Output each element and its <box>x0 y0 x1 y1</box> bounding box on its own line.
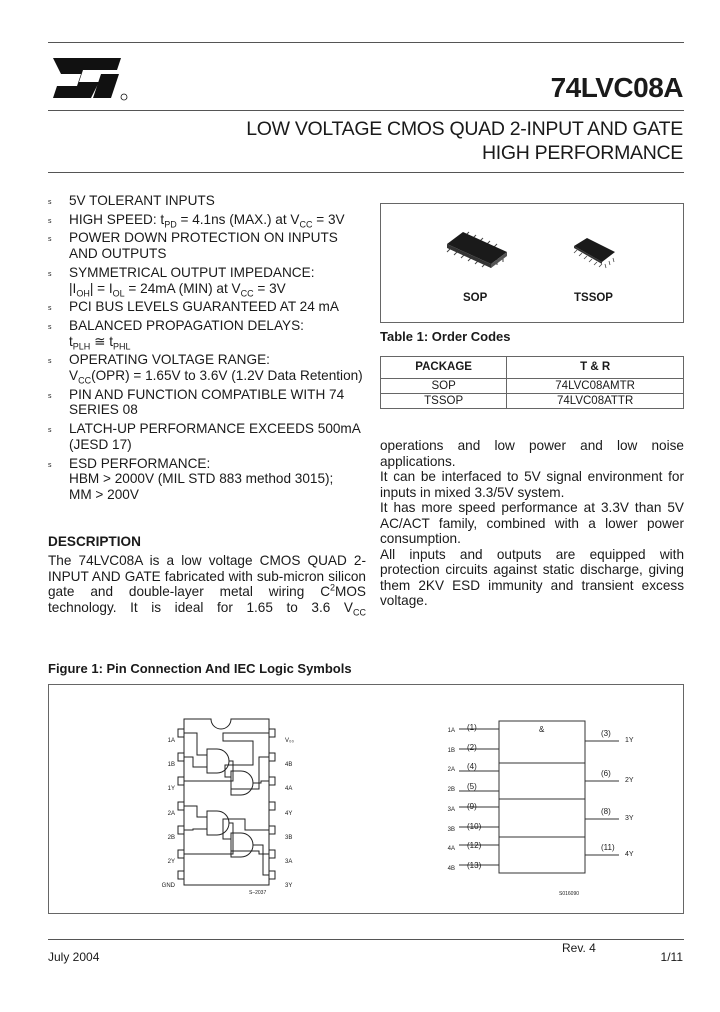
iec-pin-number: (9) <box>467 801 477 811</box>
feature-item: s OPERATING VOLTAGE RANGE: $V_{CC}(OPR) = 1.65V$ to 3.6V (1.2V Data Retention) <box>48 352 366 383</box>
pin-label: 3B <box>285 834 293 841</box>
iec-pin-number: (5) <box>467 782 477 792</box>
iec-output-label: 3Y <box>625 815 634 822</box>
header-rule-middle <box>48 110 684 111</box>
iec-input-label: 1A <box>447 728 455 734</box>
pin-label: 1A <box>167 738 175 744</box>
iec-input-numbers <box>467 718 491 876</box>
table-caption: Table 1: Order Codes <box>380 329 511 344</box>
description-paragraph: It can be interfaced to 5V signal environment for inputs in mixed 3.3/5V system. <box>380 469 684 500</box>
feature-item: s SYMMETRICAL OUTPUT IMPEDANCE: $|I_{OH}| = I_{OL} = 24mA$ (MIN) at $V_{CC} = 3V$ <box>48 265 366 296</box>
description-paragraph: The 74LVC08A is a low voltage CMOS QUAD 2-INPUT AND GATE fabricated with sub-micron silicon gate and double-layer metal wiring $C^2MOS$ technology. It is ideal for 1.65 to 3.6 $V_{CC}$ <box>48 553 366 618</box>
header-rule-bottom <box>48 172 684 173</box>
footer-revision: Rev. 4 <box>562 941 596 955</box>
package-images-box <box>380 203 684 323</box>
feature-item: s ESD PERFORMANCE: HBM > 2000V (MIL STD 883 method 3015); MM > 200V <box>48 456 366 503</box>
pin-label: 2Y <box>167 859 175 866</box>
right-pin-boxes <box>269 729 275 879</box>
title-line-1: LOW VOLTAGE CMOS QUAD 2-INPUT AND GATE <box>246 118 683 140</box>
iec-output-label: 2Y <box>625 777 634 784</box>
dip-code: S–2037 <box>249 890 267 896</box>
footer-date: July 2004 <box>48 950 100 964</box>
pin-label: V₀₀ <box>285 738 294 744</box>
iec-pin-number: (2) <box>467 742 477 752</box>
pin-label: 4Y <box>285 810 293 817</box>
figure-caption: Figure 1: Pin Connection And IEC Logic Symbols <box>48 661 352 676</box>
header-rule-top <box>48 42 684 43</box>
iec-output-label: 4Y <box>625 851 634 858</box>
table-cell: 74LVC08AMTR <box>507 379 684 394</box>
column-header-package: PACKAGE <box>381 357 507 379</box>
feature-item: s BALANCED PROPAGATION DELAYS: $t_{PLH}$ ≅ $t_{PHL}$ <box>48 318 366 349</box>
iec-input-label: 4B <box>447 865 455 872</box>
iec-input-label: 1B <box>447 747 455 754</box>
pin-label: 1Y <box>167 786 175 793</box>
iec-input-labels <box>443 722 455 880</box>
left-pin-boxes <box>178 729 184 879</box>
feature-item: s POWER DOWN PROTECTION ON INPUTS AND OUTPUTS <box>48 230 366 261</box>
pin-label: GND <box>161 883 175 890</box>
table-cell: 74LVC08ATTR <box>507 394 684 409</box>
description-paragraph: It has more speed performance at 3.3V than 5V AC/ACT family, combined with a lower power consumption. <box>380 500 684 546</box>
sop-package-image <box>441 228 511 278</box>
footer-rule <box>48 939 684 940</box>
pin-label: 3Y <box>285 883 293 890</box>
iec-pin-number: (13) <box>467 860 482 870</box>
description-continued <box>380 438 684 609</box>
feature-item: s LATCH-UP PERFORMANCE EXCEEDS 500mA (JESD 17) <box>48 421 366 452</box>
title-line-2: HIGH PERFORMANCE <box>481 142 683 164</box>
feature-item: s PCI BUS LEVELS GUARANTEED AT 24 mA <box>48 299 366 315</box>
figure-box <box>48 684 684 914</box>
iec-pin-number: (10) <box>467 821 482 831</box>
left-pin-labels <box>145 729 175 899</box>
description-paragraph: operations and low power and low noise applications. <box>380 438 684 469</box>
iec-input-label: 4A <box>447 846 455 853</box>
iec-pin-number: (8) <box>601 807 611 816</box>
table-cell: SOP <box>381 379 507 394</box>
page-title <box>246 117 683 165</box>
feature-item: s 5V TOLERANT INPUTS <box>48 193 366 209</box>
iec-amp-symbol: & <box>539 725 545 734</box>
tssop-label: TSSOP <box>574 292 613 304</box>
iec-pin-number: (1) <box>467 723 477 732</box>
iec-pin-number: (6) <box>601 769 611 778</box>
sop-label: SOP <box>463 292 488 304</box>
iec-pin-number: (3) <box>601 729 611 738</box>
column-header-tr: T & R <box>507 357 684 379</box>
tssop-package-image <box>569 234 619 274</box>
pin-label: 3A <box>285 859 293 866</box>
table-row <box>381 379 684 394</box>
iec-input-label: 2A <box>447 767 455 774</box>
table-row <box>381 394 684 409</box>
st-logo <box>49 52 129 104</box>
pin-label: 1B <box>167 762 175 769</box>
feature-item: s HIGH SPEED: $t_{PD} = 4.1ns$ (MAX.) at $V_{CC} = 3V$ <box>48 212 366 228</box>
iec-code: S016090 <box>559 891 580 897</box>
iec-output-label: 1Y <box>625 737 634 744</box>
pin-label: 2B <box>167 834 175 841</box>
pin-label: 4A <box>285 786 293 793</box>
iec-pin-number: (12) <box>467 841 482 851</box>
table-header-row <box>381 357 684 379</box>
footer-page-number: 1/11 <box>660 950 683 964</box>
pin-label: 2A <box>167 810 175 817</box>
feature-item: s PIN AND FUNCTION COMPATIBLE WITH 74 SERIES 08 <box>48 387 366 418</box>
iec-pin-number: (11) <box>601 843 615 852</box>
order-codes-table <box>380 356 684 409</box>
right-pin-labels <box>285 729 315 899</box>
description-paragraph: All inputs and outputs are equipped with protection circuits against static discharge, giving them 2KV ESD immunity and transient excess voltage. <box>380 546 684 608</box>
part-number: 74LVC08A <box>550 72 683 103</box>
iec-input-label: 3B <box>447 826 455 833</box>
iec-pin-number: (4) <box>467 762 477 772</box>
description-heading: DESCRIPTION <box>48 534 141 549</box>
iec-input-label: 3A <box>447 806 455 813</box>
table-cell: TSSOP <box>381 394 507 409</box>
feature-list <box>48 193 366 506</box>
pin-label: 4B <box>285 762 293 769</box>
iec-input-label: 2B <box>447 787 455 794</box>
